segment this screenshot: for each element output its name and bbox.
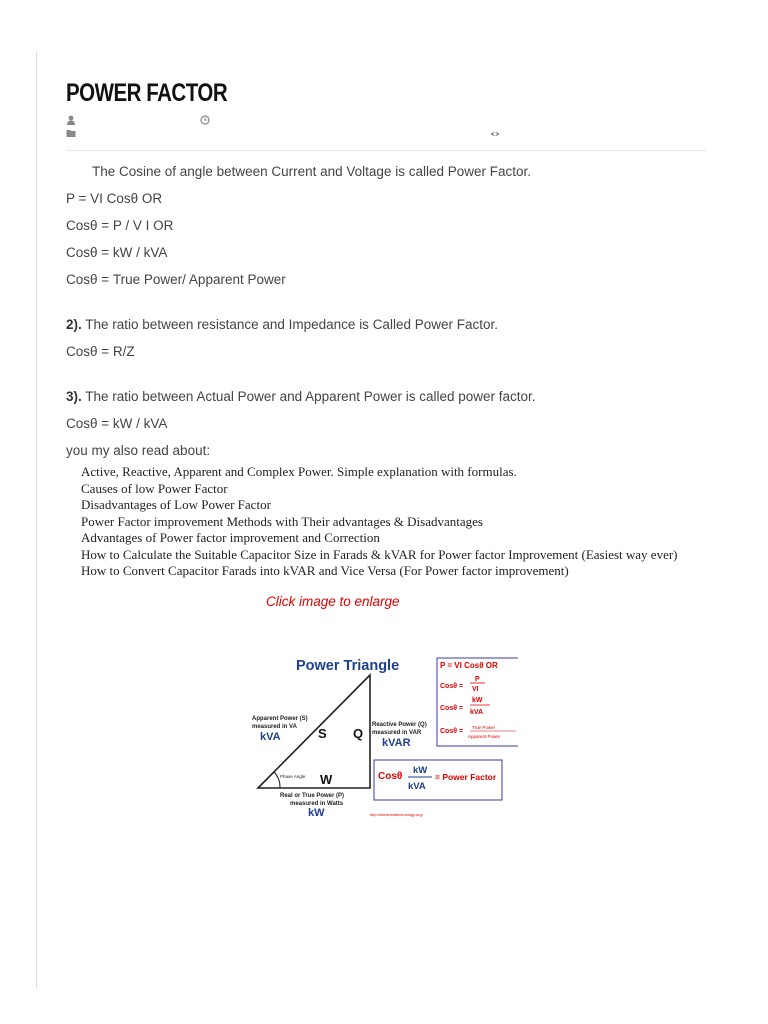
box1-p: P bbox=[475, 676, 480, 683]
article bbox=[66, 76, 706, 611]
phase-angle-label: Phase Angle bbox=[280, 774, 306, 779]
formula-box-1 bbox=[437, 658, 518, 746]
box2-kva: kVA bbox=[408, 781, 426, 792]
page-title: POWER FACTOR bbox=[66, 79, 228, 107]
box1-kw: kW bbox=[472, 697, 483, 704]
box1-cos: Cosθ = bbox=[440, 705, 464, 712]
related-link[interactable]: Disadvantages of Low Power Factor bbox=[81, 497, 271, 512]
intro-text: The Cosine of angle between Current and Voltage is called Power Factor. bbox=[92, 164, 532, 179]
box1-true-power: True Power bbox=[472, 725, 496, 730]
related-link[interactable]: How to Convert Capacitor Farads into kVAR and Vice Versa (For Power factor improvement) bbox=[81, 563, 569, 578]
apparent-power-measure: measured in VA bbox=[252, 724, 297, 730]
apparent-power-label: Apparent Power (S) bbox=[252, 716, 308, 722]
box1-kva: kVA bbox=[470, 709, 484, 716]
formula-line: Cosθ = kW / kVA bbox=[66, 416, 168, 431]
formula-line: P = VI Cosθ OR bbox=[66, 191, 163, 206]
related-links-list bbox=[81, 464, 706, 580]
clock-icon bbox=[200, 115, 210, 125]
post-meta bbox=[66, 112, 706, 151]
section-2-definition bbox=[66, 316, 706, 334]
content-left-border bbox=[36, 52, 37, 988]
real-power-measure: measured in Watts bbox=[290, 801, 344, 807]
related-link[interactable]: How to Calculate the Suitable Capacitor Size in Farads & kVAR for Power factor Improvement (Easiest way ever) bbox=[81, 546, 678, 562]
also-read-label: you my also read about: bbox=[66, 443, 211, 458]
q-letter: Q bbox=[353, 726, 364, 741]
related-link[interactable]: Causes of low Power Factor bbox=[81, 480, 228, 496]
eye-icon bbox=[490, 129, 500, 139]
box1-formula-vi: P = VI Cosθ OR bbox=[440, 661, 498, 670]
formula-line: Cosθ = True Power/ Apparent Power bbox=[66, 272, 286, 287]
apparent-power-unit: kVA bbox=[260, 731, 281, 743]
box2-cos: Cosθ bbox=[378, 771, 403, 782]
real-power-unit: kW bbox=[308, 807, 325, 819]
article-body bbox=[66, 163, 706, 611]
section-text: The ratio between resistance and Impedance is Called Power Factor. bbox=[81, 317, 498, 332]
reactive-power-unit: kVAR bbox=[382, 737, 411, 749]
section-number: 3). bbox=[66, 389, 82, 404]
folder-icon[interactable] bbox=[66, 128, 76, 138]
formula-line: Cosθ = R/Z bbox=[66, 344, 135, 359]
user-icon[interactable] bbox=[66, 115, 76, 125]
s-letter: S bbox=[318, 726, 327, 741]
related-link[interactable]: Power Factor improvement Methods with Their advantages & Disadvantages bbox=[81, 513, 483, 529]
box2-kw: kW bbox=[413, 765, 428, 776]
box1-vi: VI bbox=[472, 686, 479, 693]
box1-cos: Cosθ = bbox=[440, 728, 464, 735]
formula-line: Cosθ = kW / kVA bbox=[66, 245, 168, 260]
reactive-power-measure: measured in VAR bbox=[372, 730, 422, 736]
power-triangle-image[interactable] bbox=[250, 650, 518, 822]
formula-line: Cosθ = P / V I OR bbox=[66, 218, 174, 233]
box1-cos: Cosθ = bbox=[440, 683, 464, 690]
box2-result: = Power Factor bbox=[435, 772, 497, 782]
figure-title: Power Triangle bbox=[296, 658, 400, 674]
section-text: The ratio between Actual Power and Apparent Power is called power factor. bbox=[81, 389, 536, 404]
box1-apparent-power: Apparent Power bbox=[468, 734, 501, 739]
reactive-power-label: Reactive Power (Q) bbox=[372, 722, 427, 728]
section-number: 2). bbox=[66, 317, 82, 332]
related-link[interactable]: Advantages of Power factor improvement and Correction bbox=[81, 530, 380, 545]
power-triangle-diagram bbox=[250, 650, 518, 822]
formula-box-2 bbox=[374, 760, 502, 800]
enlarge-caption: Click image to enlarge bbox=[266, 593, 400, 609]
real-power-label: Real or True Power (P) bbox=[280, 793, 345, 799]
related-link[interactable]: Active, Reactive, Apparent and Complex Power. Simple explanation with formulas. bbox=[81, 464, 517, 479]
figure-url: http://electricaltechnology.org/ bbox=[370, 812, 423, 817]
w-letter: W bbox=[320, 772, 333, 787]
section-3-definition bbox=[66, 388, 706, 406]
